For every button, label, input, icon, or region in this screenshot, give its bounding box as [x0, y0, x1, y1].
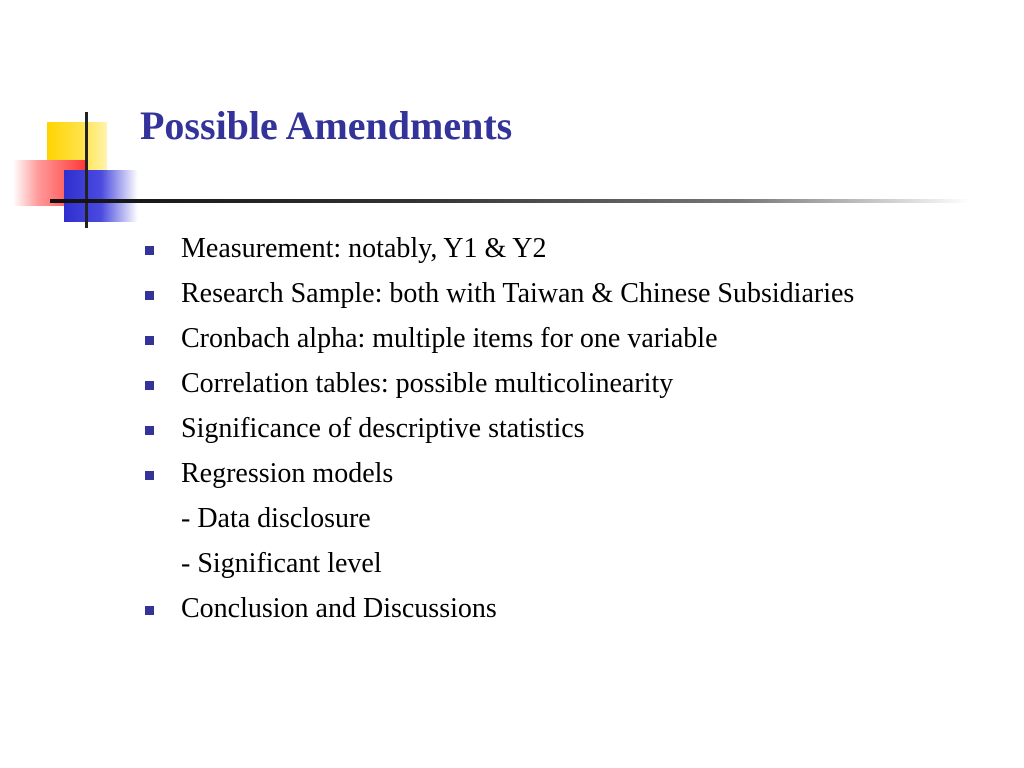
list-subitem [140, 501, 940, 537]
blue-square-icon [64, 170, 138, 222]
list-item-text: Measurement: notably, Y1 & Y2 [181, 233, 547, 264]
bullet-square-icon [145, 471, 154, 480]
list-item-text: Cronbach alpha: multiple items for one variable [181, 323, 718, 354]
list-item [140, 231, 940, 267]
bullet-square-icon [145, 246, 154, 255]
list-item-text: - Data disclosure [181, 503, 371, 534]
bullet-square-icon [145, 291, 154, 300]
list-item [140, 366, 940, 402]
list-item-text: Regression models [181, 458, 394, 489]
list-item-text: Correlation tables: possible multicolinearity [181, 368, 674, 399]
list-item [140, 591, 940, 627]
list-subitem [140, 546, 940, 582]
bullet-square-icon [145, 426, 154, 435]
list-item [140, 321, 940, 357]
list-item [140, 276, 940, 312]
list-item-text: Research Sample: both with Taiwan & Chinese Subsidiaries [181, 278, 855, 309]
list-item-text: Conclusion and Discussions [181, 593, 497, 624]
list-item [140, 411, 940, 447]
bullet-list [140, 231, 940, 636]
bullet-square-icon [145, 336, 154, 345]
slide-title: Possible Amendments [140, 103, 513, 148]
list-item-text: Significance of descriptive statistics [181, 413, 585, 444]
title-divider [50, 199, 970, 203]
bullet-square-icon [145, 606, 154, 615]
vertical-rule [85, 112, 88, 228]
bullet-square-icon [145, 381, 154, 390]
list-item-text: - Significant level [181, 548, 382, 579]
list-item [140, 456, 940, 492]
